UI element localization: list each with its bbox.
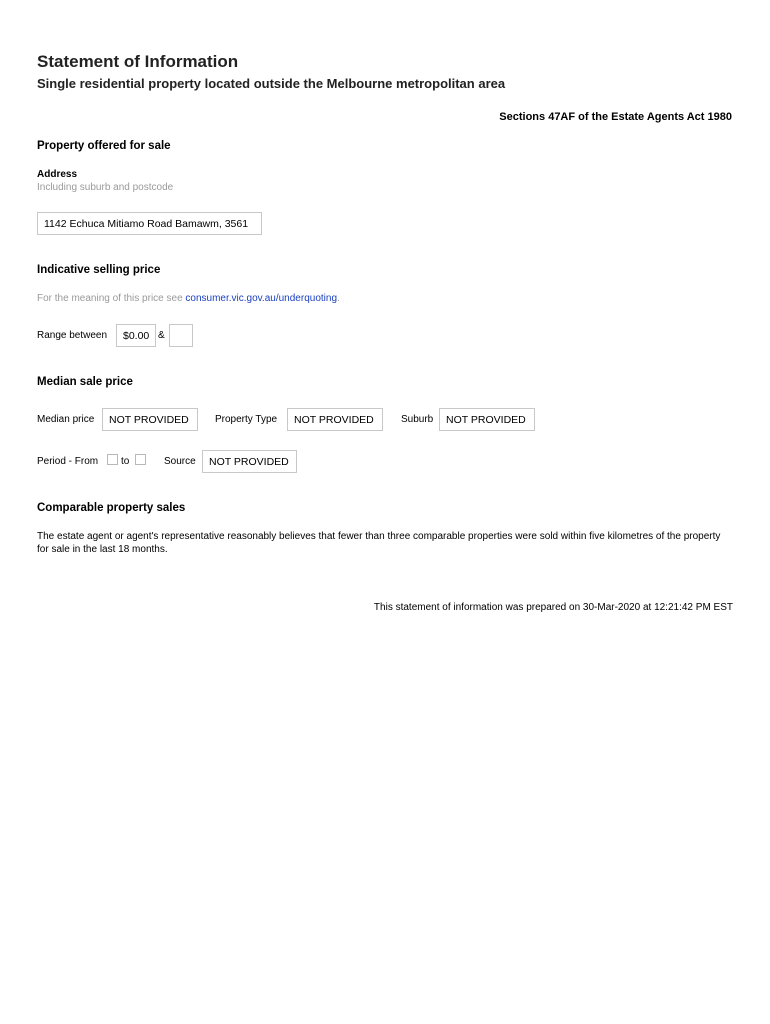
property-type-field[interactable] xyxy=(287,408,383,431)
median-price-label: Median price xyxy=(37,414,95,425)
property-section-heading: Property offered for sale xyxy=(37,140,171,152)
period-to-checkbox[interactable] xyxy=(135,454,146,465)
act-reference: Sections 47AF of the Estate Agents Act 1980 xyxy=(499,111,732,123)
address-label: Address xyxy=(37,169,78,180)
suburb-value: NOT PROVIDED xyxy=(446,413,526,426)
source-field[interactable] xyxy=(202,450,297,473)
property-type-value: NOT PROVIDED xyxy=(294,413,374,426)
price-meaning-prefix: For the meaning of this price see xyxy=(37,293,183,304)
range-high-field[interactable] xyxy=(169,324,193,347)
underquoting-link[interactable]: consumer.vic.gov.au/underquoting xyxy=(185,293,337,304)
price-meaning-suffix: . xyxy=(337,293,340,304)
address-hint: Including suburb and postcode xyxy=(37,182,174,193)
median-price-value: NOT PROVIDED xyxy=(109,413,189,426)
range-separator: & xyxy=(158,330,165,341)
median-price-field[interactable] xyxy=(102,408,198,431)
period-from-checkbox[interactable] xyxy=(107,454,118,465)
period-from-label: Period - From xyxy=(37,456,99,467)
address-field[interactable] xyxy=(37,212,262,235)
range-low-value: $0.00 xyxy=(123,329,150,342)
comparable-statement: The estate agent or agent's representative reasonably believes that fewer than three comparable properties were sold within five kilometres of the property for sale in the last 18 months. xyxy=(37,531,721,555)
suburb-label: Suburb xyxy=(401,414,434,425)
period-to-label: to xyxy=(121,456,130,467)
source-value: NOT PROVIDED xyxy=(209,455,289,468)
suburb-field[interactable] xyxy=(439,408,535,431)
prepared-statement: This statement of information was prepared on 30-Mar-2020 at 12:21:42 PM EST xyxy=(373,602,733,613)
range-label: Range between xyxy=(37,330,108,341)
document-subtitle: Single residential property located outside the Melbourne metropolitan area xyxy=(37,76,506,91)
source-label: Source xyxy=(164,456,196,467)
median-section-heading: Median sale price xyxy=(37,376,133,388)
range-low-field[interactable] xyxy=(116,324,156,347)
property-type-label: Property Type xyxy=(215,414,278,425)
document-title: Statement of Information xyxy=(37,52,239,71)
comparable-section-heading: Comparable property sales xyxy=(37,502,186,514)
indicative-section-heading: Indicative selling price xyxy=(37,264,161,276)
address-value: 1142 Echuca Mitiamo Road Bamawm, 3561 xyxy=(44,217,249,230)
price-meaning-note xyxy=(37,293,340,304)
